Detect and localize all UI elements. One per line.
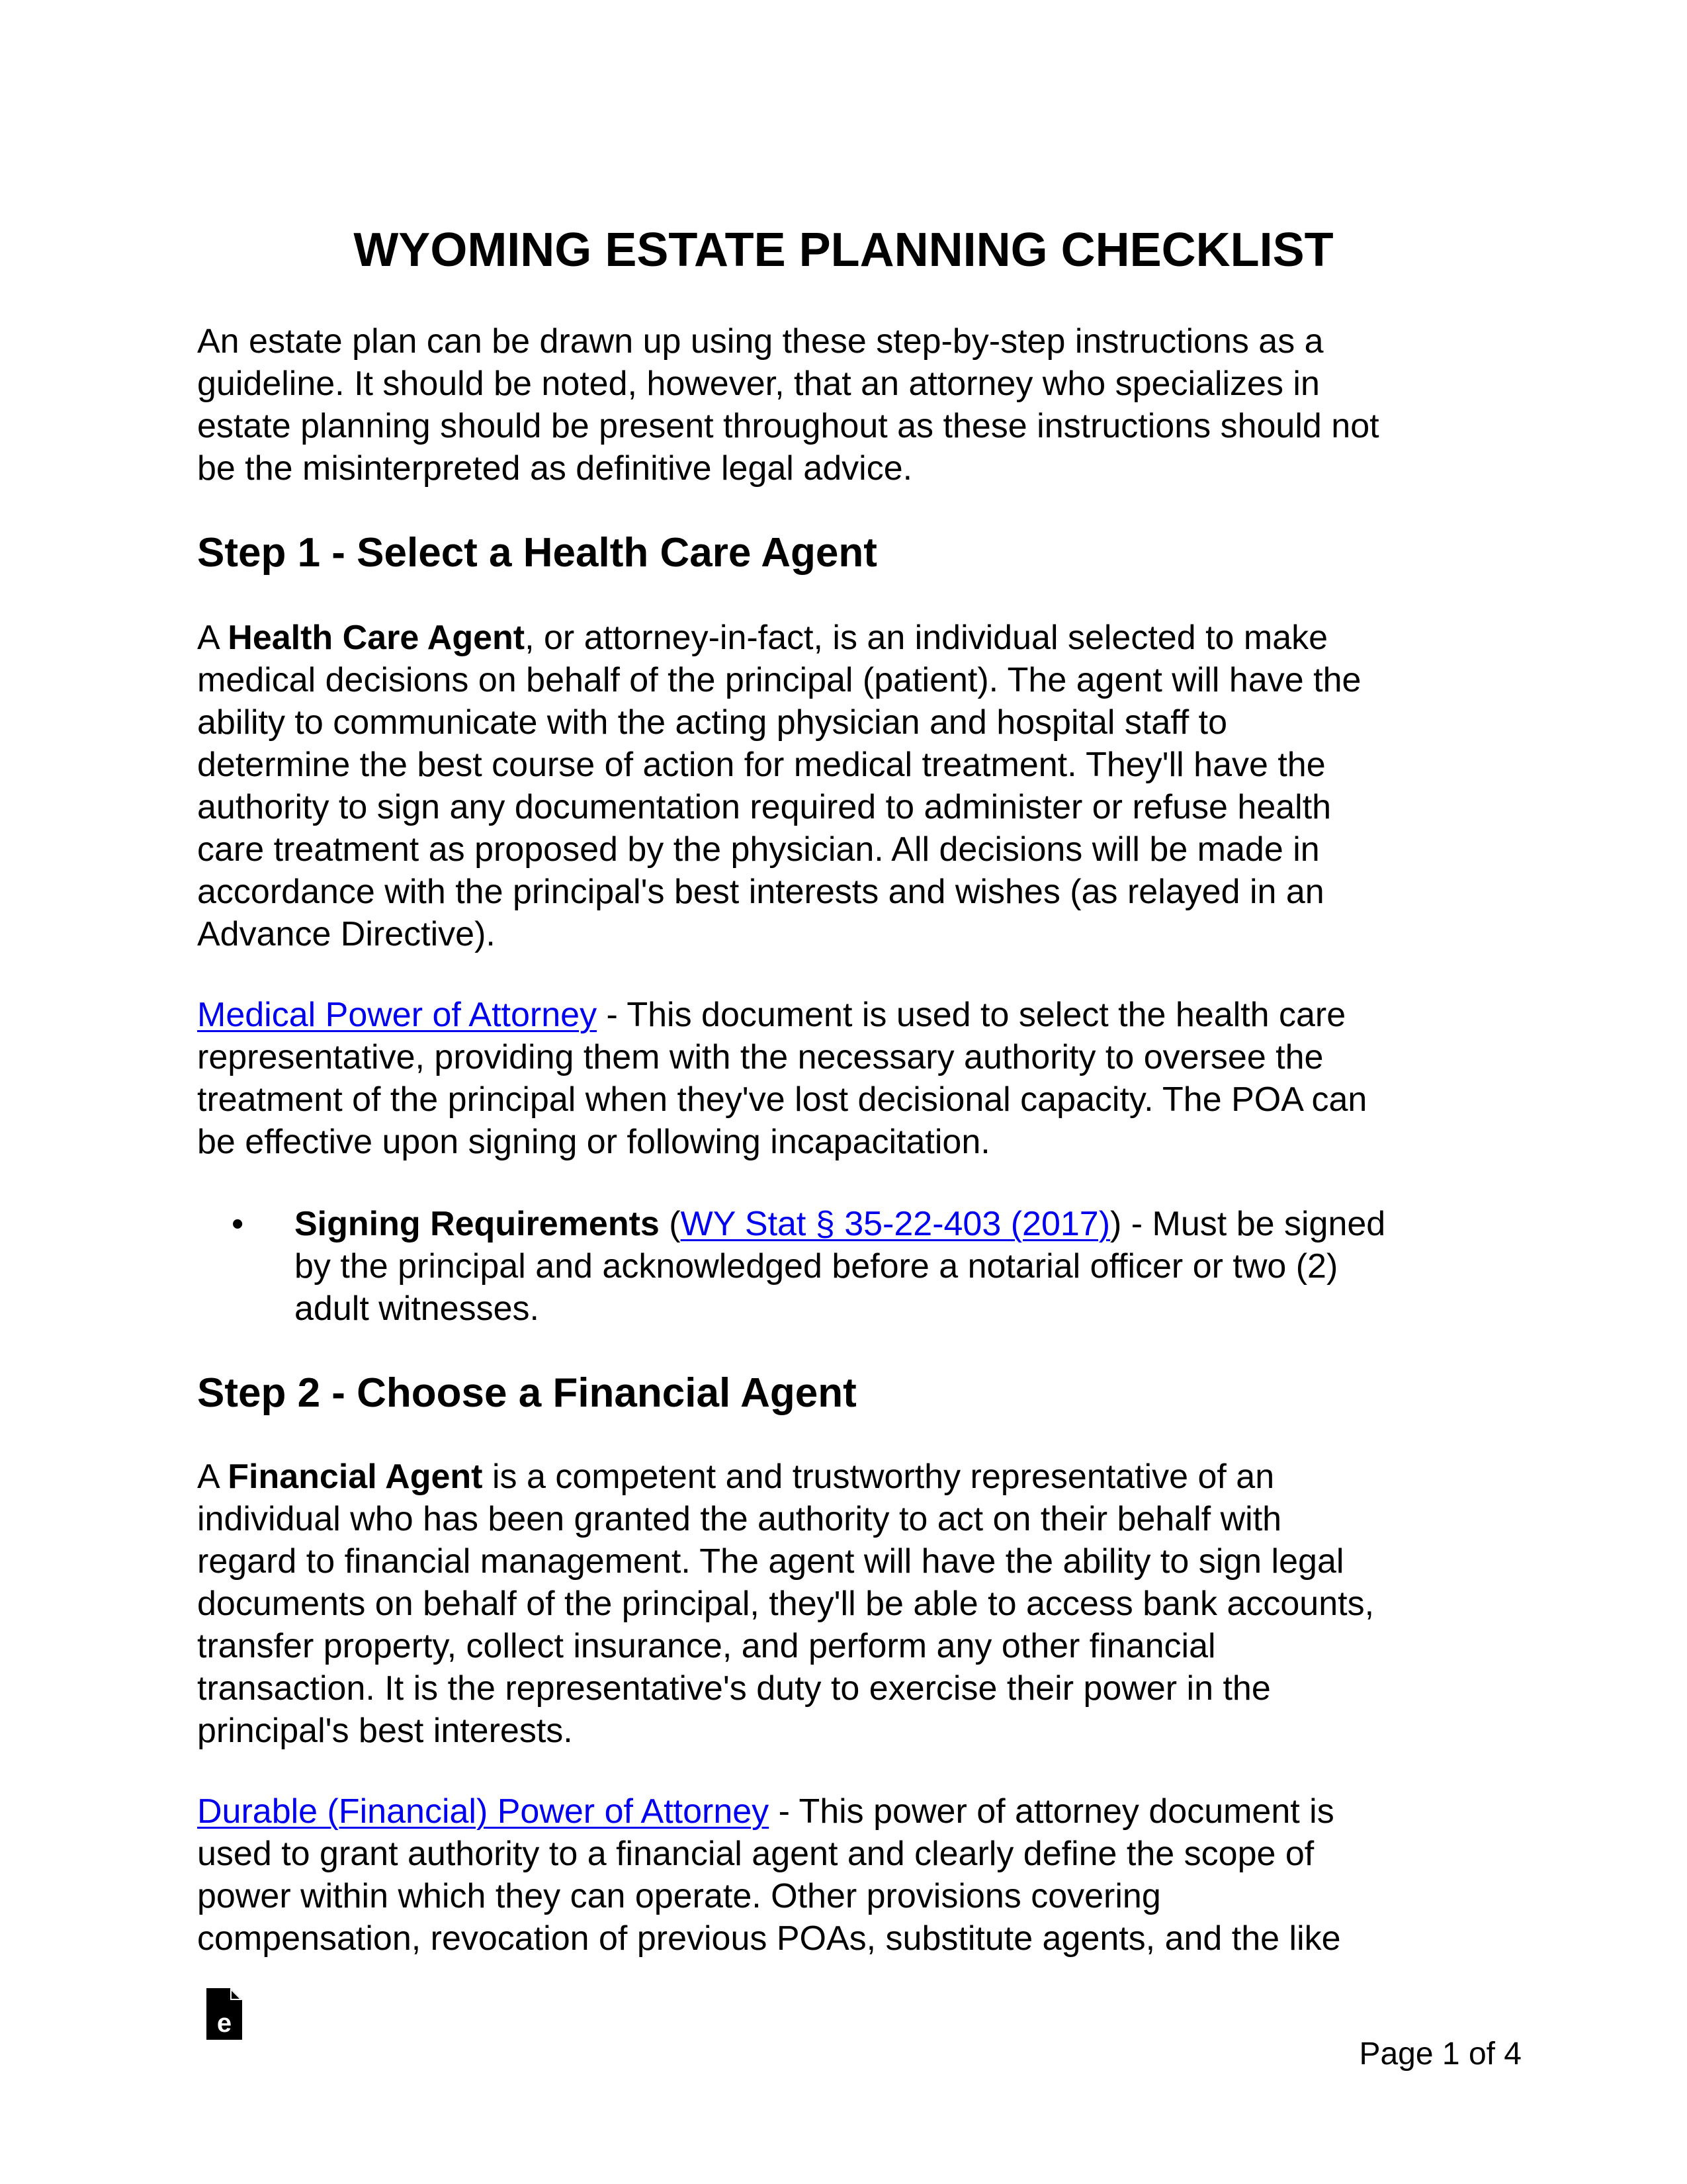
paragraph-line: Advance Directive). [197, 915, 496, 953]
wy-statute-link[interactable]: WY Stat § 35-22-403 (2017) [680, 1205, 1111, 1243]
list-item-line: by the principal and acknowledged before a notarial officer or two (2) [294, 1247, 1338, 1286]
paragraph-line: ability to communicate with the acting physician and hospital staff to [197, 703, 1228, 742]
step1-heading: Step 1 - Select a Health Care Agent [197, 530, 877, 576]
signing-requirements-item [294, 1203, 1601, 1330]
paragraph-line: transaction. It is the representative's duty to exercise their power in the [197, 1669, 1271, 1708]
paragraph-line: used to grant authority to a financial agent and clearly define the scope of [197, 1835, 1315, 1873]
paragraph-line [197, 1790, 1504, 1833]
paragraph-text: - This power of attorney document is [769, 1792, 1334, 1831]
paragraph-line [197, 1456, 1504, 1498]
intro-line: be the misinterpreted as definitive legal advice. [197, 449, 913, 488]
paragraph-line: representative, providing them with the necessary authority to oversee the [197, 1038, 1324, 1076]
paragraph-text: , or attorney-in-fact, is an individual selected to make [525, 619, 1328, 657]
bullet-icon: • [232, 1205, 244, 1243]
paragraph-line [197, 617, 1504, 659]
step2-heading: Step 2 - Choose a Financial Agent [197, 1370, 857, 1416]
step1-agent-paragraph [197, 617, 1504, 955]
intro-paragraph [197, 320, 1504, 490]
svg-text:e: e [216, 2009, 232, 2038]
paragraph-text: - This document is used to select the health care [597, 996, 1346, 1034]
paragraph-line: regard to financial management. The agent will have the ability to sign legal [197, 1542, 1344, 1581]
paragraph-prefix: A [197, 619, 228, 657]
paragraph-line: principal's best interests. [197, 1712, 573, 1750]
paragraph-line: documents on behalf of the principal, they'll be able to access bank accounts, [197, 1585, 1375, 1623]
paragraph-line: power within which they can operate. Other provisions covering [197, 1877, 1161, 1915]
paragraph-line: individual who has been granted the authority to act on their behalf with [197, 1500, 1282, 1538]
step2-poa-paragraph [197, 1790, 1504, 1960]
intro-line: estate planning should be present throughout as these instructions should not [197, 407, 1379, 445]
eforms-document-icon [204, 1987, 245, 2042]
page-number: Page 1 of 4 [1359, 2036, 1522, 2072]
financial-agent-term: Financial Agent [228, 1458, 483, 1496]
paragraph-line: care treatment as proposed by the physician. All decisions will be made in [197, 830, 1320, 869]
intro-line: guideline. It should be noted, however, that an attorney who specializes in [197, 365, 1320, 403]
paragraph-line: be effective upon signing or following incapacitation. [197, 1123, 990, 1161]
signing-requirements-term: Signing Requirements [294, 1205, 660, 1243]
paragraph-text: is a competent and trustworthy representative of an [482, 1458, 1275, 1496]
durable-poa-link[interactable]: Durable (Financial) Power of Attorney [197, 1792, 769, 1831]
paragraph-line: medical decisions on behalf of the principal (patient). The agent will have the [197, 661, 1362, 699]
step2-agent-paragraph [197, 1456, 1504, 1752]
step1-poa-paragraph [197, 994, 1504, 1163]
paragraph-prefix: A [197, 1458, 228, 1496]
list-item-line [294, 1203, 1601, 1245]
list-item-text: ) - Must be signed [1110, 1205, 1386, 1243]
paragraph-line: authority to sign any documentation required to administer or refuse health [197, 788, 1332, 826]
paragraph-line: compensation, revocation of previous POAs, substitute agents, and the like [197, 1919, 1341, 1958]
paragraph-line [197, 994, 1504, 1036]
list-item-text: ( [659, 1205, 681, 1243]
paragraph-line: treatment of the principal when they've lost decisional capacity. The POA can [197, 1080, 1367, 1119]
paragraph-line: transfer property, collect insurance, and perform any other financial [197, 1627, 1216, 1665]
health-care-agent-term: Health Care Agent [228, 619, 525, 657]
paragraph-line: accordance with the principal's best interests and wishes (as relayed in an [197, 873, 1324, 911]
intro-line: An estate plan can be drawn up using these step-by-step instructions as a [197, 322, 1324, 361]
page-title: WYOMING ESTATE PLANNING CHECKLIST [353, 224, 1334, 277]
list-item-line: adult witnesses. [294, 1289, 539, 1328]
medical-poa-link[interactable]: Medical Power of Attorney [197, 996, 597, 1034]
paragraph-line: determine the best course of action for medical treatment. They'll have the [197, 746, 1326, 784]
